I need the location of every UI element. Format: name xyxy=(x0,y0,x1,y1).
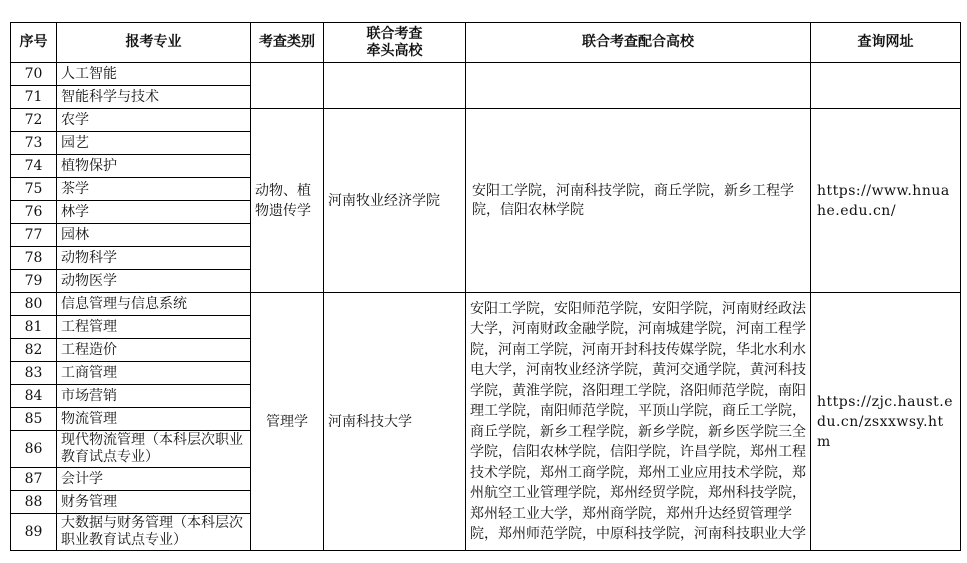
group-lead-school: 河南科技大学 xyxy=(324,293,466,551)
row-number: 77 xyxy=(11,224,57,247)
row-major: 园林 xyxy=(57,224,251,247)
row-number: 73 xyxy=(11,132,57,155)
row-number: 88 xyxy=(11,491,57,514)
row-major: 农学 xyxy=(57,109,251,132)
row-major: 林学 xyxy=(57,201,251,224)
group-category: 管理学 xyxy=(251,293,324,551)
table-row xyxy=(11,293,961,316)
row-number: 81 xyxy=(11,316,57,339)
group-url-link[interactable]: https://www.hnuahe.edu.cn/ xyxy=(811,109,961,293)
header-major: 报考专业 xyxy=(57,23,251,63)
header-row xyxy=(11,23,961,63)
row-major: 动物科学 xyxy=(57,247,251,270)
group-lead-school: 河南牧业经济学院 xyxy=(324,109,466,293)
header-lead-school: 联合考查 牵头高校 xyxy=(324,23,466,63)
row-number: 87 xyxy=(11,468,57,491)
row-number: 84 xyxy=(11,385,57,408)
row-major: 物流管理 xyxy=(57,408,251,431)
row-major: 人工智能 xyxy=(57,63,251,86)
group-url-link[interactable]: https://zjc.haust.edu.cn/zsxxwsy.htm xyxy=(811,293,961,551)
row-number: 71 xyxy=(11,86,57,109)
row-number: 85 xyxy=(11,408,57,431)
row-number: 83 xyxy=(11,362,57,385)
admission-table xyxy=(10,22,961,551)
empty-cell xyxy=(466,63,811,109)
row-number: 80 xyxy=(11,293,57,316)
row-major: 茶学 xyxy=(57,178,251,201)
admission-table-wrapper xyxy=(10,22,961,551)
row-number: 78 xyxy=(11,247,57,270)
row-number: 74 xyxy=(11,155,57,178)
header-partner-schools: 联合考查配合高校 xyxy=(466,23,811,63)
row-major: 市场营销 xyxy=(57,385,251,408)
table-row xyxy=(11,63,961,86)
row-major: 动物医学 xyxy=(57,270,251,293)
row-major: 大数据与财务管理（本科层次职业教育试点专业） xyxy=(57,514,251,551)
table-row xyxy=(11,109,961,132)
row-major: 工程管理 xyxy=(57,316,251,339)
group-partner-schools: 安阳工学院，河南科技学院，商丘学院，新乡工程学院，信阳农林学院 xyxy=(466,109,811,293)
row-number: 72 xyxy=(11,109,57,132)
row-number: 89 xyxy=(11,514,57,551)
row-number: 70 xyxy=(11,63,57,86)
row-major: 智能科学与技术 xyxy=(57,86,251,109)
row-major: 植物保护 xyxy=(57,155,251,178)
row-major: 园艺 xyxy=(57,132,251,155)
empty-cell xyxy=(811,63,961,109)
row-major: 工商管理 xyxy=(57,362,251,385)
row-number: 79 xyxy=(11,270,57,293)
row-major: 财务管理 xyxy=(57,491,251,514)
header-category: 考查类别 xyxy=(251,23,324,63)
row-major: 现代物流管理（本科层次职业教育试点专业） xyxy=(57,431,251,468)
row-major: 工程造价 xyxy=(57,339,251,362)
row-major: 会计学 xyxy=(57,468,251,491)
group-category: 动物、植物遗传学 xyxy=(251,109,324,293)
row-number: 75 xyxy=(11,178,57,201)
group-partner-schools: 安阳工学院，安阳师范学院，安阳学院，河南财经政法大学，河南财政金融学院，河南城建学院，河南工程学院，河南工学院，河南开封科技传媒学院，华北水利水电大学，河南牧业经济学院，黄河交通学院，黄河科技学院，黄淮学院，洛阳理工学院，洛阳师范学院，南阳理工学院，南阳师范学院，平顶山学院，商丘工学院，商丘学院，新乡工程学院，新乡学院，新乡医学院三全学院，信阳农林学院，信阳学院，许昌学院，郑州工程技术学院，郑州工商学院，郑州工业应用技术学院，郑州航空工业管理学院，郑州经贸学院，郑州科技学院，郑州轻工业大学，郑州商学院，郑州升达经贸管理学院，郑州师范学院，中原科技学院，河南科技职业大学 xyxy=(466,293,811,551)
row-number: 82 xyxy=(11,339,57,362)
row-number: 86 xyxy=(11,431,57,468)
empty-cell xyxy=(324,63,466,109)
empty-cell xyxy=(251,63,324,109)
header-url: 查询网址 xyxy=(811,23,961,63)
row-number: 76 xyxy=(11,201,57,224)
row-major: 信息管理与信息系统 xyxy=(57,293,251,316)
header-seq: 序号 xyxy=(11,23,57,63)
